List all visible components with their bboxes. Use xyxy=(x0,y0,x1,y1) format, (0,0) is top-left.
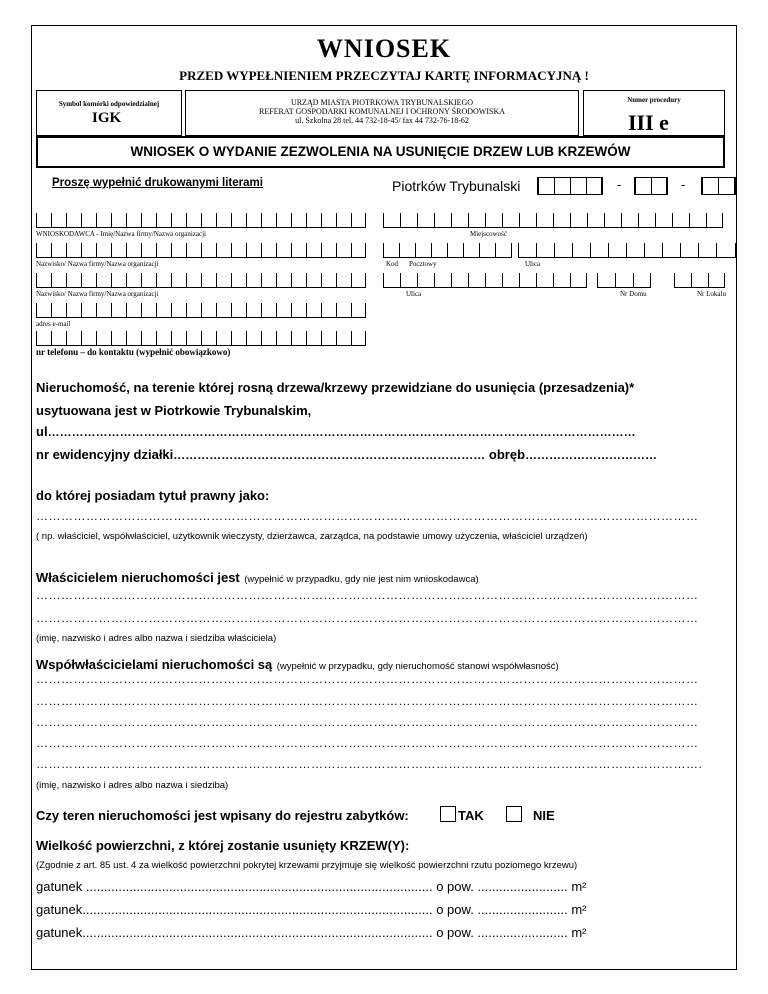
procedure-value: III e xyxy=(628,110,669,135)
precinct-dots: …………………………… xyxy=(525,448,658,462)
coowners-line-2[interactable]: …………………………………………………………………………………………………………………………………………… xyxy=(36,694,699,708)
coowners-note: (imię, nazwisko i adres albo nazwa i siedziba) xyxy=(36,780,229,791)
legal-title-line[interactable]: …………………………………………………………………………………………………………………………………………… xyxy=(36,509,699,523)
house-number-label: Nr Domu xyxy=(620,290,647,298)
property-location: usytuowana jest w Piotrkowie Trybunalskim, xyxy=(36,403,312,418)
instruction-text: Proszę wypełnić drukowanymi literami xyxy=(52,177,263,189)
owner-heading: Właścicielem nieruchomości jest xyxy=(36,570,240,585)
coowners-line-1[interactable]: …………………………………………………………………………………………………………………………………………… xyxy=(36,672,699,686)
date-dash-1: - xyxy=(617,177,622,192)
legal-title-note: ( np. właściciel, współwłaściciel, użytkownik wieczysty, dzierżawca, zarządca, na podstawie umowy użyczenia, właściciel urządzeń) xyxy=(36,531,588,542)
date-dash-2: - xyxy=(681,177,686,192)
flat-number-label: Nr Lokalu xyxy=(697,290,726,298)
surname-label-2: Nazwisko/ Nazwa firmy/Nazwa organizacji xyxy=(36,290,159,298)
office-box xyxy=(185,90,579,136)
owner-line-2[interactable]: …………………………………………………………………………………………………………………………………………… xyxy=(36,611,699,625)
city-label: Miejscowość xyxy=(470,230,507,238)
monument-question: Czy teren nieruchomości jest wpisany do rejestru zabytków: xyxy=(36,808,409,823)
date-day-cells[interactable] xyxy=(537,177,603,195)
phone-cells[interactable] xyxy=(36,331,366,346)
flat-number-cells[interactable] xyxy=(674,273,725,288)
surname-cells-1[interactable] xyxy=(36,243,366,258)
coowners-heading: Współwłaścicielami nieruchomości są xyxy=(36,657,273,672)
coowners-heading-note: (wypełnić w przypadku, gdy nieruchomość stanowi współwłasność) xyxy=(276,661,559,672)
city-cells[interactable] xyxy=(383,213,723,228)
date-month-cells[interactable] xyxy=(634,177,668,195)
name-cells[interactable] xyxy=(36,213,366,228)
species-row-1[interactable]: gatunek ................................................................................................ o pow. ......................... m² xyxy=(36,879,587,894)
form-subtitle: PRZED WYPEŁNIENIEM PRZECZYTAJ KARTĘ INFORMACYJNĄ ! xyxy=(179,68,589,83)
street-label-1: Ulica xyxy=(525,260,541,268)
street-label-2: Ulica xyxy=(406,290,422,298)
form-title: WNIOSEK O WYDANIE ZEZWOLENIA NA USUNIĘCIE DRZEW LUB KRZEWÓW xyxy=(130,144,631,159)
phone-label: nr telefonu – do kontaktu (wypełnić obowiązkowo) xyxy=(36,347,231,357)
property-heading: Nieruchomość, na terenie której rosną drzewa/krzewy przewidziane do usunięcia (przesadzenia)* xyxy=(36,380,635,395)
legal-title-heading: do której posiadam tytuł prawny jako: xyxy=(36,488,270,503)
owner-heading-note: (wypełnić w przypadku, gdy nie jest nim wnioskodawca) xyxy=(244,574,479,585)
unit-value: IGK xyxy=(92,110,122,126)
area-note: (Zgodnie z art. 85 ust. 4 za wielkość powierzchni pokrytej krzewami przyjmuje się wielkość powierzchni rzutu poziomego krzewu) xyxy=(36,860,578,871)
monument-yes-checkbox[interactable] xyxy=(440,806,456,822)
postal-label-2: Pocztowy xyxy=(409,260,437,268)
office-line-1: URZĄD MIASTA PIOTRKOWA TRYBUNALSKIEGO xyxy=(290,98,474,107)
coowners-line-3[interactable]: …………………………………………………………………………………………………………………………………………… xyxy=(36,715,699,729)
street-cells-2[interactable] xyxy=(383,273,587,288)
postal-label-1: Kod xyxy=(386,260,399,268)
property-parcel-line[interactable] xyxy=(36,447,657,462)
date-year-cells[interactable] xyxy=(701,177,736,195)
species-row-3[interactable]: gatunek................................................................................................. o pow. ......................... m² xyxy=(36,925,587,940)
street-prefix: ul xyxy=(36,424,48,439)
monument-yes-label: TAK xyxy=(458,808,484,823)
street-dots: ………………………………………………………………………………………………………………………………… xyxy=(47,425,636,439)
monument-no-checkbox[interactable] xyxy=(506,806,522,822)
species-row-2[interactable]: gatunek................................................................................................. o pow. ......................... m² xyxy=(36,902,587,917)
form-title-box xyxy=(36,136,725,168)
precinct-prefix: obręb xyxy=(488,447,526,462)
coowners-line-5[interactable]: ……………………………………………………………………………………………………………………………………………. xyxy=(36,757,703,771)
property-street-line[interactable] xyxy=(36,424,728,439)
postal-code-cells[interactable] xyxy=(383,243,512,258)
street-cells-1[interactable] xyxy=(518,243,736,258)
name-label: WNIOSKODAWCA - Imię/Nazwa firmy/Nazwa organizacji xyxy=(36,230,206,238)
form-main-title: WNIOSEK xyxy=(316,34,452,63)
city-date-label: Piotrków Trybunalski xyxy=(392,178,521,194)
house-number-cells[interactable] xyxy=(597,273,651,288)
procedure-label: Numer procedury xyxy=(627,96,681,104)
owner-line-1[interactable]: …………………………………………………………………………………………………………………………………………… xyxy=(36,588,699,602)
procedure-box xyxy=(583,90,725,136)
office-line-3: ul. Szkolna 28 tel. 44 732-18-45/ fax 44 732-76-18-62 xyxy=(295,116,469,125)
surname-label-1: Nazwisko/ Nazwa firmy/Nazwa organizacji xyxy=(36,260,159,268)
monument-no-label: NIE xyxy=(533,808,555,823)
office-line-2: REFERAT GOSPODARKI KOMUNALNEJ I OCHRONY ŚRODOWISKA xyxy=(258,107,505,116)
parcel-dots: …………………………………………………………………… xyxy=(173,448,486,462)
unit-box xyxy=(36,90,182,136)
email-label: adres e-mail xyxy=(36,320,71,328)
owner-note: (imię, nazwisko i adres albo nazwa i siedziba właściciela) xyxy=(36,633,277,644)
surname-cells-2[interactable] xyxy=(36,273,366,288)
unit-label: Symbol komórki odpowiedzialnej xyxy=(58,100,160,108)
area-heading: Wielkość powierzchni, z której zostanie usunięty KRZEW(Y): xyxy=(36,838,410,853)
parcel-prefix: nr ewidencyjny działki xyxy=(36,447,174,462)
owner-heading-line xyxy=(36,569,479,587)
email-cells[interactable] xyxy=(36,303,366,318)
coowners-line-4[interactable]: …………………………………………………………………………………………………………………………………………… xyxy=(36,736,699,750)
